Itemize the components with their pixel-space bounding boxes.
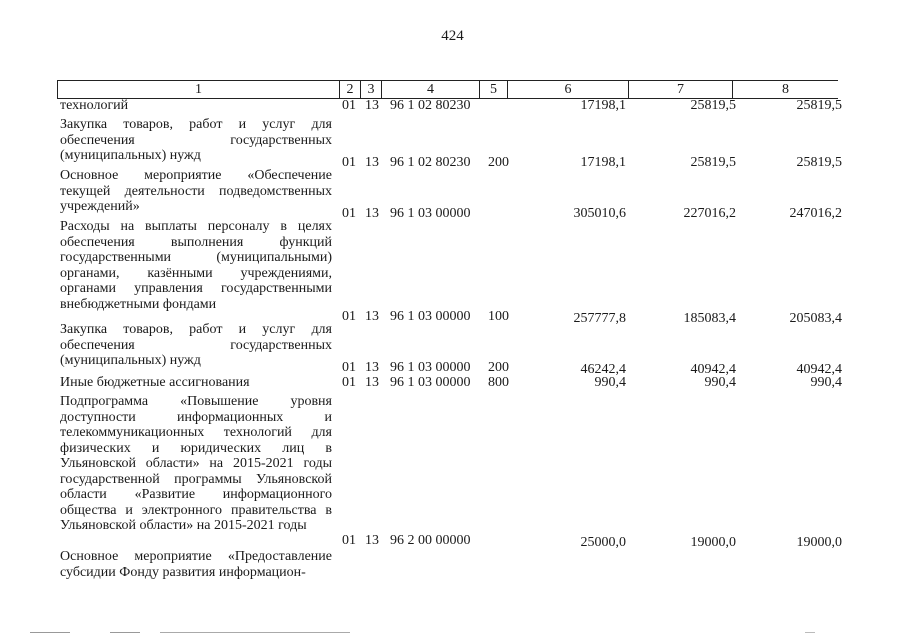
row-section: 01 — [342, 375, 356, 390]
row-description: Закупка товаров, работ и услуг для обеспечения государственных (муниципальных) нужд — [60, 322, 332, 368]
row-description: Закупка товаров, работ и услуг для обеспечения государственных (муниципальных) нужд — [60, 117, 332, 163]
row-expense-type: 800 — [488, 375, 509, 390]
column-header-2: 2 — [340, 81, 361, 99]
row-amount-7: 40942,4 — [690, 362, 736, 377]
row-amount-8: 19000,0 — [796, 535, 842, 550]
row-subsection: 13 — [365, 155, 379, 170]
row-amount-8: 25819,5 — [796, 98, 842, 113]
scan-artifact — [0, 632, 905, 634]
row-target-code: 96 1 03 00000 — [390, 309, 471, 324]
row-subsection: 13 — [365, 206, 379, 221]
column-header-7: 7 — [629, 81, 733, 99]
row-section: 01 — [342, 98, 356, 113]
row-section: 01 — [342, 206, 356, 221]
row-amount-7: 25819,5 — [690, 155, 736, 170]
row-amount-8: 247016,2 — [789, 206, 842, 221]
page-number: 424 — [441, 28, 464, 44]
row-amount-6: 17198,1 — [580, 155, 626, 170]
row-amount-8: 25819,5 — [796, 155, 842, 170]
row-description: технологий — [60, 98, 129, 113]
row-description: Основное мероприятие «Предоставление субсидии Фонду развития информацион- — [60, 549, 332, 580]
column-header-row — [58, 81, 839, 99]
row-amount-7: 19000,0 — [690, 535, 736, 550]
row-subsection: 13 — [365, 533, 379, 548]
row-amount-8: 40942,4 — [796, 362, 842, 377]
column-header-3: 3 — [361, 81, 382, 99]
row-section: 01 — [342, 309, 356, 324]
row-description: Расходы на выплаты персоналу в целях обеспечения выполнения функций государственными (муниципальными) органами, казёнными учреждениями, органами управления государственными внебюджетными фондами — [60, 219, 332, 312]
row-amount-6: 17198,1 — [580, 98, 626, 113]
column-header-1: 1 — [58, 81, 340, 99]
row-expense-type: 200 — [488, 360, 509, 375]
row-section: 01 — [342, 360, 356, 375]
column-header-table — [57, 80, 838, 99]
column-header-8: 8 — [733, 81, 839, 99]
row-target-code: 96 2 00 00000 — [390, 533, 471, 548]
row-amount-8: 205083,4 — [789, 311, 842, 326]
row-target-code: 96 1 02 80230 — [390, 155, 471, 170]
row-target-code: 96 1 03 00000 — [390, 206, 471, 221]
row-subsection: 13 — [365, 375, 379, 390]
row-expense-type: 200 — [488, 155, 509, 170]
row-amount-7: 990,4 — [704, 375, 736, 390]
column-header-6: 6 — [508, 81, 629, 99]
row-amount-8: 990,4 — [810, 375, 842, 390]
row-expense-type: 100 — [488, 309, 509, 324]
row-section: 01 — [342, 533, 356, 548]
row-amount-6: 990,4 — [594, 375, 626, 390]
row-amount-7: 185083,4 — [683, 311, 736, 326]
row-amount-6: 257777,8 — [573, 311, 626, 326]
column-header-4: 4 — [382, 81, 480, 99]
row-amount-6: 46242,4 — [580, 362, 626, 377]
row-description: Основное мероприятие «Обеспечение текущей деятельности подведомственных учреждений» — [60, 168, 332, 214]
row-amount-6: 305010,6 — [573, 206, 626, 221]
row-description: Подпрограмма «Повышение уровня доступности информационных и телекоммуникационных технологий для физических и юридических лиц в Ульяновской области» на 2015-2021 годы государственной программы Ульяновской области «Развитие информационного общества и электронного правительства в Ульяновской области» на 2015-2021 годы — [60, 394, 332, 533]
row-amount-7: 25819,5 — [690, 98, 736, 113]
row-subsection: 13 — [365, 309, 379, 324]
row-target-code: 96 1 02 80230 — [390, 98, 471, 113]
column-header-5: 5 — [480, 81, 508, 99]
row-target-code: 96 1 03 00000 — [390, 375, 471, 390]
row-subsection: 13 — [365, 98, 379, 113]
row-section: 01 — [342, 155, 356, 170]
row-amount-6: 25000,0 — [580, 535, 626, 550]
row-amount-7: 227016,2 — [683, 206, 736, 221]
row-target-code: 96 1 03 00000 — [390, 360, 471, 375]
row-description: Иные бюджетные ассигнования — [60, 375, 250, 390]
row-subsection: 13 — [365, 360, 379, 375]
